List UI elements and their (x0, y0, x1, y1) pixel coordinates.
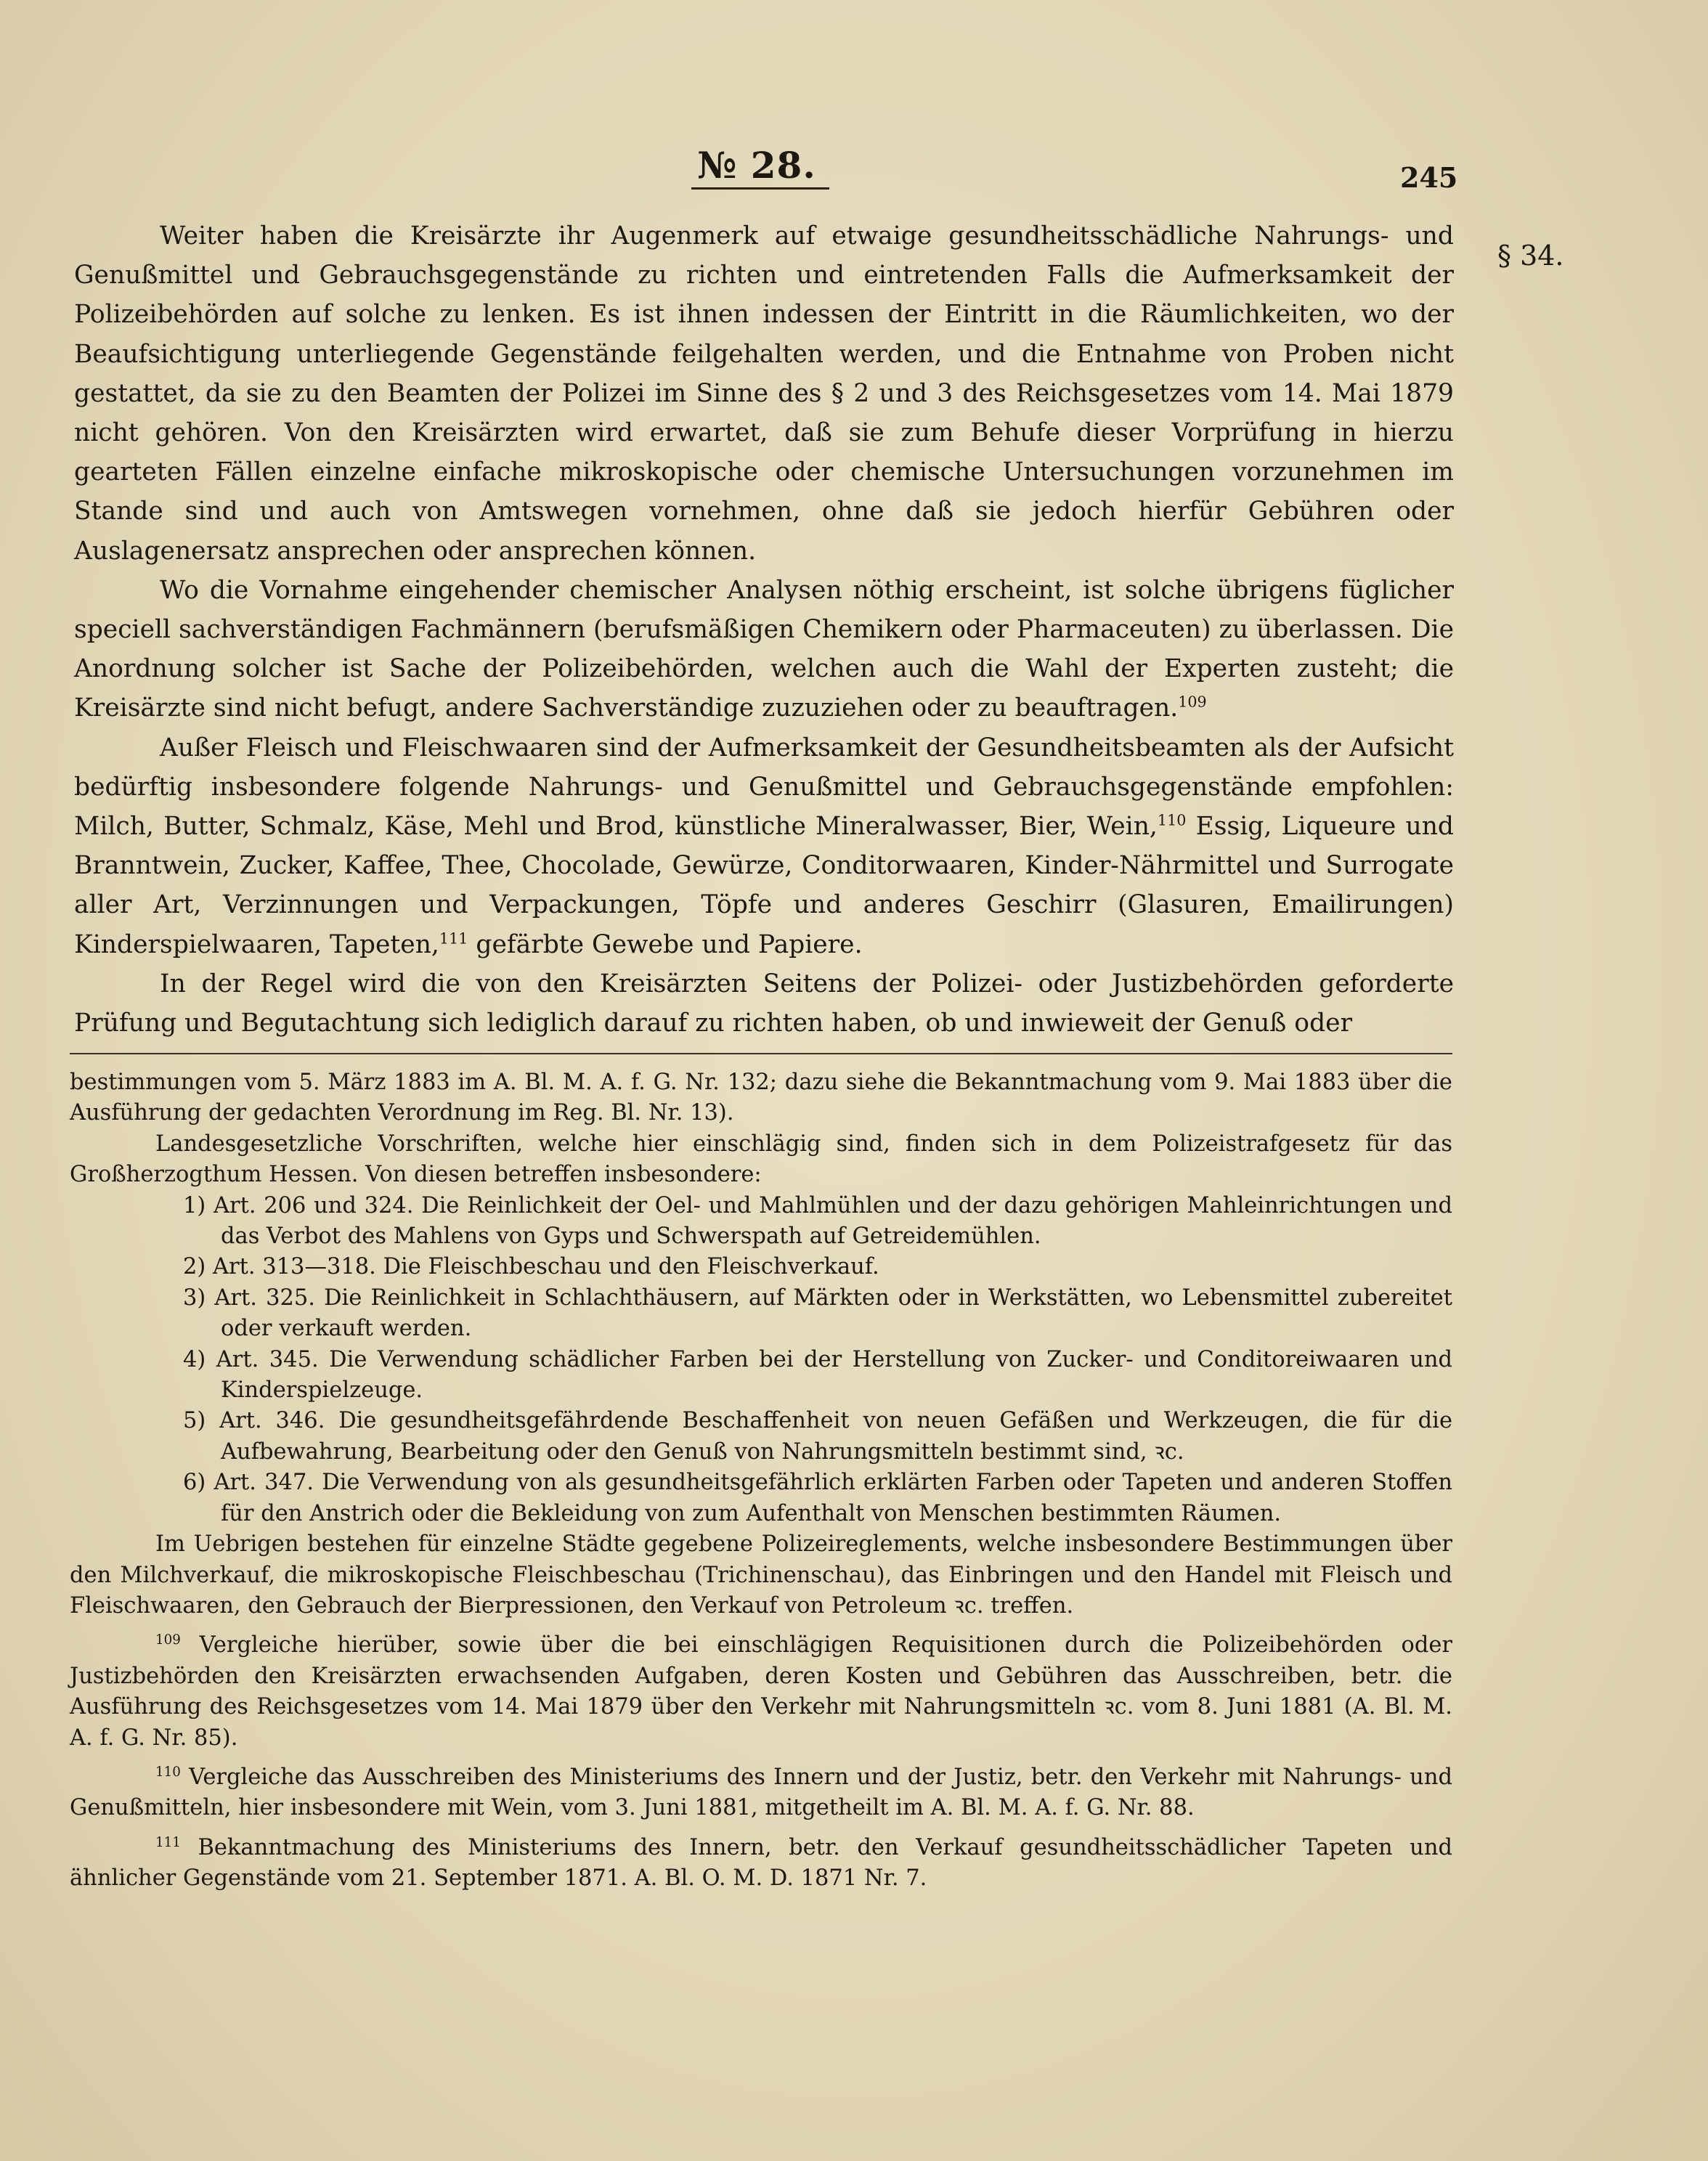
paragraph-1: Weiter haben die Kreisärzte ihr Augenmerk auf etwaige gesundheitsschädliche Nahrungs- und Genußmittel und Gebrauchsgegenstände zu richten und eintretenden Falls die Aufmerksamkeit der Polizeibehörden auf solche zu lenken. Es ist ihnen indessen der Eintritt in die Räumlichkeiten, wo der Beaufsichtigung unterliegende Gegenstände feilgehalten werden, und die Entnahme von Proben nicht gestattet, da sie zu den Beamten der Polizei im Sinne des § 2 und 3 des Reichsgesetzes vom 14. Mai 1879 nicht gehören. Von den Kreisärzten wird erwartet, daß sie zum Behufe dieser Vorprüfung in hierzu gearteten Fällen einzelne einfache mikroskopische oder chemische Untersuchungen vorzunehmen im Stande sind und auch von Amtswegen vornehmen, ohne daß sie jedoch hierfür Gebühren oder Auslagenersatz ansprechen oder ansprechen können. (74, 221, 1454, 566)
footnote-mark-110: 110 (155, 1764, 181, 1780)
paragraph-3-text-c: gefärbte Gewebe und Papiere. (468, 929, 863, 959)
article-list (70, 1191, 1452, 1529)
footnote-110 (70, 1762, 1452, 1824)
footnote-ref-111: 111 (439, 929, 468, 948)
note-city-regulations: Im Uebrigen bestehen für einzelne Städte gegebene Polizeireglements, welche insbesondere Bestimmungen über den Milchverkauf, die mikroskopische Fleischbeschau (Trichinenschau), das Einbringen und den Handel mit Fleisch und Fleischwaaren, den Gebrauch der Bierpressionen, den Verkauf von Petroleum ꝛc. treffen. (70, 1531, 1452, 1619)
footnote-111 (70, 1833, 1452, 1895)
margin-section-mark: § 34. (1497, 240, 1564, 272)
paragraph-4: In der Regel wird die von den Kreisärzten Seitens der Polizei- oder Justizbehörden geforderte Prüfung und Begutachtung sich lediglich darauf zu richten haben, ob und inwieweit der Genuß oder (74, 969, 1454, 1038)
list-item: 6) Art. 347. Die Verwendung von als gesundheitsgefährlich erklärten Farben oder Tapeten und anderen Stoffen für den Anstrich oder die Bekleidung von zum Aufenthalt von Menschen bestimmten Räumen. (183, 1470, 1452, 1526)
footnote-111-text: Bekanntmachung des Ministeriums des Innern, betr. den Verkauf gesundheitsschädlicher Tapeten und ähnlicher Gegenstände vom 21. September 1871. A. Bl. O. M. D. 1871 Nr. 7. (70, 1834, 1452, 1892)
footnote-ref-110: 110 (1157, 811, 1187, 829)
issue-number: № 28. (697, 144, 816, 187)
footnotes (70, 1067, 1452, 1895)
footnote-109 (70, 1630, 1452, 1754)
paragraph-2 (74, 571, 1454, 728)
note-continuation: bestimmungen vom 5. März 1883 im A. Bl. M. A. f. G. Nr. 132; dazu siehe die Bekanntmachung vom 9. Mai 1883 über die Ausführung der gedachten Verordnung im Reg. Bl. Nr. 13). (70, 1070, 1452, 1126)
footnote-110-text: Vergleiche das Ausschreiben des Ministeriums des Innern und der Justiz, betr. den Verkehr mit Nahrungs- und Genußmitteln, hier insbesondere mit Wein, vom 3. Juni 1881, mitgetheilt im A. Bl. M. A. f. G. Nr. 88. (70, 1764, 1452, 1821)
footnote-ref-109: 109 (1178, 693, 1207, 711)
list-item: 5) Art. 346. Die gesundheitsgefährdende Beschaffenheit von neuen Gefäßen und Werkzeugen, die für die Aufbewahrung, Bearbeitung oder den Genuß von Nahrungsmitteln bestimmt sind, ꝛc. (183, 1408, 1452, 1465)
footnote-divider (70, 1053, 1452, 1054)
list-item: 1) Art. 206 und 324. Die Reinlichkeit der Oel- und Mahlmühlen und der dazu gehörigen Mahleinrichtungen und das Verbot des Mahlens von Gyps und Schwerspath auf Getreidemühlen. (183, 1192, 1452, 1250)
paragraph-3-text-a: Außer Fleisch und Fleischwaaren sind der Aufmerksamkeit der Gesundheitsbeamten als der Aufsicht bedürftig insbesondere folgende Nahrungs- und Genußmittel und Gebrauchsgegenstände empfohlen: Milch, Butter, Schmalz, Käse, Mehl und Brod, künstliche Mineralwasser, Bier, Wein, (74, 733, 1454, 842)
paragraph-3 (74, 728, 1454, 964)
page-number: 245 (1400, 161, 1458, 194)
footnote-109-text: Vergleiche hierüber, sowie über die bei einschlägigen Requisitionen durch die Polizeibehörden oder Justizbehörden den Kreisärzten erwachsenden Aufgaben, deren Kosten und Gebühren das Ausschreiben, betr. die Ausführung des Reichsgesetzes vom 14. Mai 1879 über den Verkehr mit Nahrungsmitteln ꝛc. vom 8. Juni 1881 (A. Bl. M. A. f. G. Nr. 85). (70, 1632, 1452, 1751)
paragraph-2-text: Wo die Vornahme eingehender chemischer Analysen nöthig erscheint, ist solche übrigens füglicher speciell sachverständigen Fachmännern (berufsmäßigen Chemikern oder Pharmaceuten) zu überlassen. Die Anordnung solcher ist Sache der Polizeibehörden, welchen auch die Wahl der Experten zusteht; die Kreisärzte sind nicht befugt, andere Sachverständige zuzuziehen oder zu beauftragen. (74, 575, 1454, 723)
footnote-mark-109: 109 (155, 1632, 181, 1648)
footnote-mark-111: 111 (155, 1834, 181, 1850)
main-text (74, 216, 1454, 1043)
note-regulations: Landesgesetzliche Vorschriften, welche hier einschlägig sind, finden sich in dem Polizeistrafgesetz für das Großherzogthum Hessen. Von diesen betreffen insbesondere: (70, 1131, 1452, 1188)
paragraph-3-text-b: Essig, Liqueure und Branntwein, Zucker, Kaffee, Thee, Chocolade, Gewürze, Conditorwaaren, Kinder-Nährmittel und Surrogate aller Art, Verzinnungen und Verpackungen, Töpfe und anderes Geschirr (Glasuren, Emailirungen) Kinderspielwaaren, Tapeten, (74, 812, 1454, 959)
list-item: 3) Art. 325. Die Reinlichkeit in Schlachthäusern, auf Märkten oder in Werkstätten, wo Lebensmittel zubereitet oder verkauft werden. (183, 1285, 1452, 1342)
list-item: 2) Art. 313—318. Die Fleischbeschau und den Fleischverkauf. (183, 1254, 879, 1280)
list-item: 4) Art. 345. Die Verwendung schädlicher Farben bei der Herstellung von Zucker- und Conditoreiwaaren und Kinderspielzeuge. (183, 1346, 1452, 1404)
header-rule (691, 187, 829, 190)
